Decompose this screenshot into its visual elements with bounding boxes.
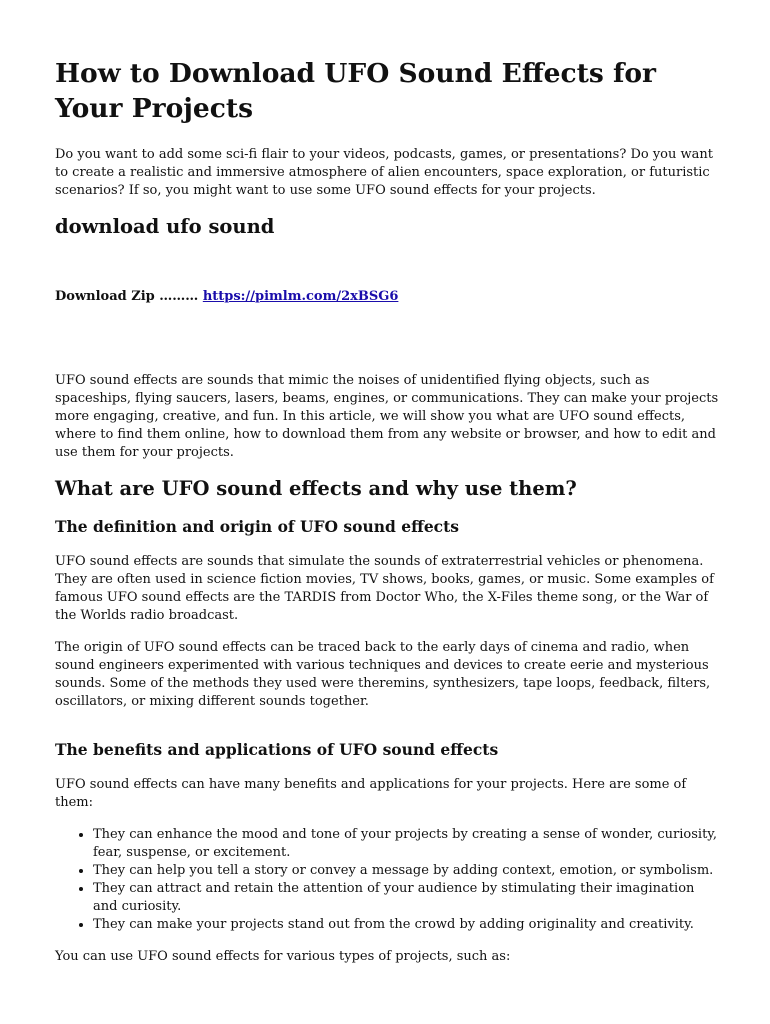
download-label: Download Zip ……… — [55, 289, 203, 304]
origin-paragraph: The origin of UFO sound effects can be traced back to the early days of cinema and radio, when sound engineers experimented with various techniques and devices to create eerie and mysterious sounds. Some of the methods they used were theremins, synthesizers, tape loops, feedback, filters, oscillators, or mixing different sounds together. — [55, 640, 711, 709]
section-heading-what-are-ufo-sound-effects: What are UFO sound effects and why use them? — [55, 477, 577, 500]
download-heading: download ufo sound — [55, 215, 275, 238]
list-item: • They can attract and retain the attention of your audience by stimulating their imagination and curiosity. — [93, 880, 720, 916]
benefits-intro-paragraph: UFO sound effects can have many benefits and applications for your projects. Here are some of them: — [55, 777, 687, 810]
intro-paragraph: Do you want to add some sci-fi flair to your videos, podcasts, games, or presentations? Do you want to create a realistic and immersive atmosphere of alien encounters, space exploration, or futuristic scenarios? If so, you might want to use some UFO sound effects for your projects. — [55, 147, 713, 198]
download-line — [55, 288, 398, 306]
benefits-list — [55, 826, 720, 934]
project-types-paragraph: You can use UFO sound effects for various types of projects, such as: — [55, 949, 511, 964]
list-item: • They can enhance the mood and tone of your projects by creating a sense of wonder, curiosity, fear, suspense, or excitement. — [93, 826, 720, 862]
subheading-benefits-applications: The benefits and applications of UFO sound effects — [55, 740, 499, 759]
subheading-definition-origin: The definition and origin of UFO sound effects — [55, 517, 459, 536]
list-item: • They can help you tell a story or convey a message by adding context, emotion, or symbolism. — [93, 862, 720, 880]
list-item: • They can make your projects stand out from the crowd by adding originality and creativity. — [93, 916, 720, 934]
page-title: How to Download UFO Sound Effects for Your Projects — [55, 58, 656, 124]
overview-paragraph: UFO sound effects are sounds that mimic the noises of unidentified flying objects, such as spaceships, flying saucers, lasers, beams, engines, or communications. They can make your projects more engaging, creative, and fun. In this article, we will show you what are UFO sound effects, where to find them online, how to download them from any website or browser, and how to edit and use them for your projects. — [55, 373, 719, 460]
download-link[interactable]: https://pimlm.com/2xBSG6 — [202, 289, 399, 304]
definition-paragraph: UFO sound effects are sounds that simulate the sounds of extraterrestrial vehicles or phenomena. They are often used in science fiction movies, TV shows, books, games, or music. Some examples of famous UFO sound effects are the TARDIS from Doctor Who, the X-Files theme song, or the War of the Worlds radio broadcast. — [55, 554, 714, 623]
